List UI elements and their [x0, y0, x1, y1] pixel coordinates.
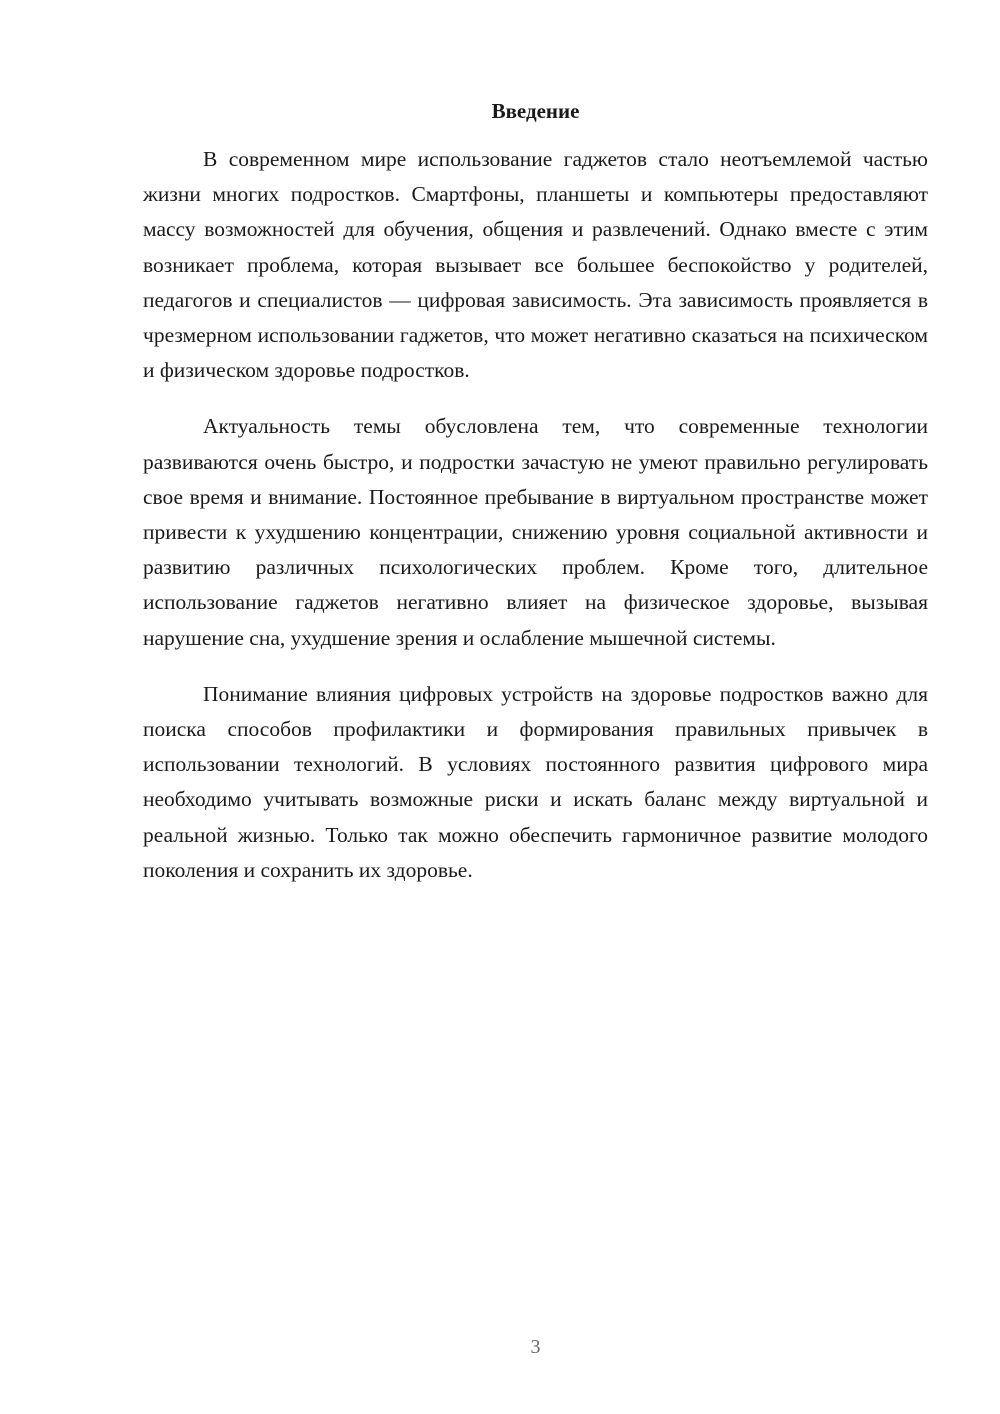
paragraph-3: Понимание влияния цифровых устройств на здоровье подростков важно для поиска способов профилактики и формирования правильных привычек в использовании технологий. В условиях постоянного развития цифрового мира необходимо учитывать возможные риски и искать баланс между виртуальной и реальной жизнью. Только так можно обеспечить гармоничное развитие молодого поколения и сохранить их здоровье.: [143, 681, 928, 882]
paragraph-2: Актуальность темы обусловлена тем, что современные технологии развиваются очень быстро, и подростки зачастую не умеют правильно регулировать свое время и внимание. Постоянное пребывание в виртуальном пространстве может привести к ухудшению концентрации, снижению уровня социальной активности и развитию различных психологических проблем. Кроме того, длительное использование гаджетов негативно влияет на физическое здоровье, вызывая нарушение сна, ухудшение зрения и ослабление мышечной системы.: [143, 414, 928, 650]
paragraph-1: В современном мире использование гаджетов стало неотъемлемой частью жизни многих подростков. Смартфоны, планшеты и компьютеры предоставляют массу возможностей для обучения, общения и развлечений. Однако вместе с этим возникает проблема, которая вызывает все большее беспокойство у родителей, педагогов и специалистов — цифровая зависимость. Эта зависимость проявляется в чрезмерном использовании гаджетов, что может негативно сказаться на психическом и физическом здоровье подростков.: [143, 147, 928, 383]
page-number: 3: [530, 1336, 541, 1358]
body-text: [143, 142, 928, 909]
section-heading: Введение: [491, 99, 580, 123]
